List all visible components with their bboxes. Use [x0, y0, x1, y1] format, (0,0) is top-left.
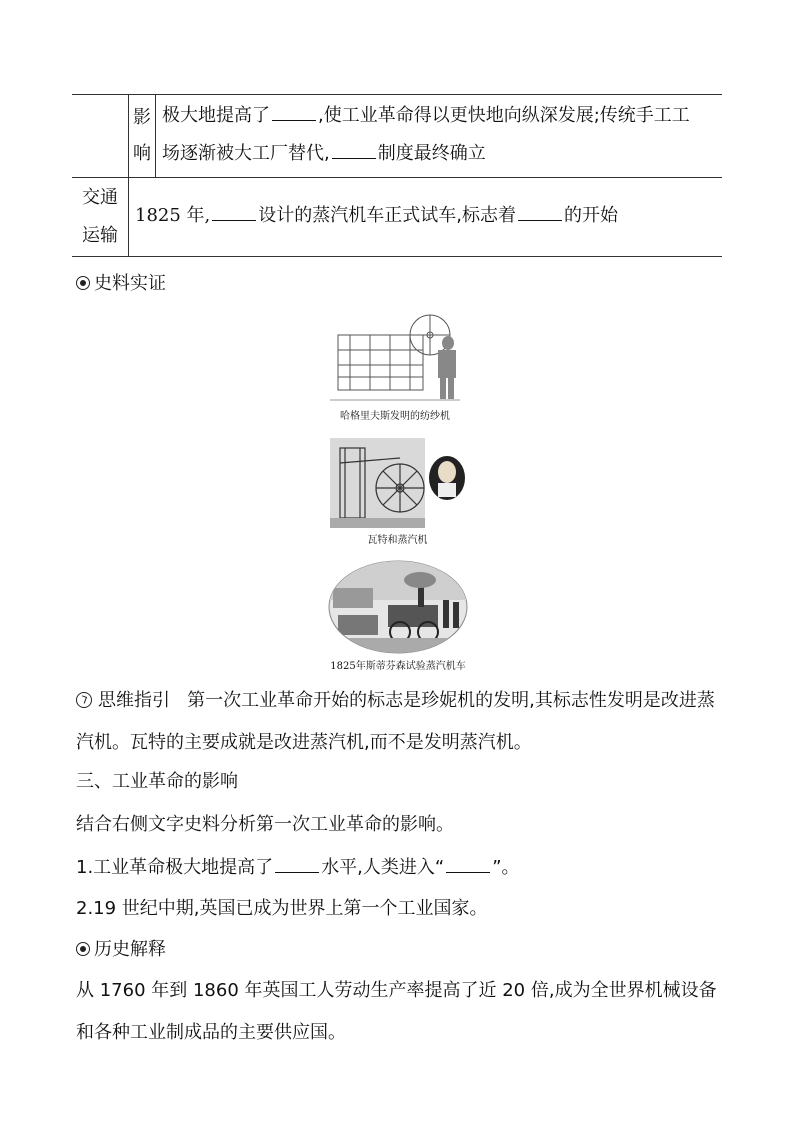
- spinning-jenny-image: [330, 305, 460, 405]
- head-text-2: 运输: [82, 225, 118, 246]
- text-segment: 的开始: [564, 205, 618, 226]
- section-title: 历史解释: [94, 939, 166, 960]
- head-text-1: 交通: [82, 187, 118, 208]
- section-history: [76, 938, 166, 962]
- tip-icon: [76, 692, 92, 708]
- fill-blank[interactable]: [332, 141, 376, 159]
- watt-steam-engine-image: [330, 438, 465, 528]
- text-segment: 设计的蒸汽机车正式试车,标志着: [258, 205, 516, 226]
- text-segment: 1.工业革命极大地提高了: [76, 857, 274, 878]
- table-row-transport: [72, 178, 722, 257]
- table-head-transport: [72, 178, 129, 257]
- figure-caption: 瓦特和蒸汽机: [367, 535, 428, 546]
- history-text: 从 1760 年到 1860 年英国工人劳动生产率提高了近 20 倍,成为全世界机械设备和各种工业制成品的主要供应国。: [76, 980, 717, 1043]
- table-sub-label: [129, 95, 156, 178]
- bullet-icon: [76, 276, 90, 290]
- text-segment: ”。: [492, 857, 520, 878]
- text-segment: 1825 年,: [135, 205, 211, 226]
- section-3-title: 三、工业革命的影响: [76, 771, 238, 792]
- table-row-influence: [72, 95, 722, 178]
- fill-blank[interactable]: [275, 855, 319, 873]
- text-segment: 场逐渐被大工厂替代,: [162, 143, 330, 164]
- influence-line-2: [162, 135, 716, 173]
- figure-caption: 1825年斯蒂芬森试验蒸汽机车: [330, 661, 466, 672]
- thinking-tip: [76, 680, 726, 764]
- table-cell-influence: [156, 95, 723, 178]
- sub-label-2: 响: [133, 143, 151, 164]
- tip-label: 思维指引: [98, 690, 170, 711]
- knowledge-table: [72, 94, 722, 257]
- section-title: 史料实证: [94, 273, 166, 294]
- tip-text: 第一次工业革命开始的标志是珍妮机的发明,其标志性发明是改进蒸汽机。瓦特的主要成就是改进蒸汽机,而不是发明蒸汽机。: [76, 690, 715, 753]
- table-head-empty: [72, 95, 129, 178]
- section-evidence: [76, 272, 166, 296]
- fill-blank[interactable]: [212, 203, 256, 221]
- intro-text: 结合右侧文字史料分析第一次工业革命的影响。: [76, 814, 454, 835]
- sub-label-1: 影: [133, 107, 151, 128]
- item-2: 2.19 世纪中期,英国已成为世界上第一个工业国家。: [76, 898, 488, 919]
- bullet-icon: [76, 942, 90, 956]
- fill-blank[interactable]: [272, 103, 316, 121]
- item-1: [76, 855, 520, 880]
- fill-blank[interactable]: [446, 855, 490, 873]
- text-segment: ,使工业革命得以更快地向纵深发展;传统手工工: [318, 105, 690, 126]
- text-segment: 水平,人类进入“: [321, 857, 445, 878]
- influence-line-1: [162, 97, 716, 135]
- figure-caption: 哈格里夫斯发明的纺纱机: [340, 411, 450, 422]
- text-segment: 极大地提高了: [162, 105, 270, 126]
- fill-blank[interactable]: [518, 203, 562, 221]
- text-segment: 制度最终确立: [377, 143, 486, 164]
- table-cell-transport: [129, 178, 723, 257]
- locomotive-image: [328, 560, 468, 655]
